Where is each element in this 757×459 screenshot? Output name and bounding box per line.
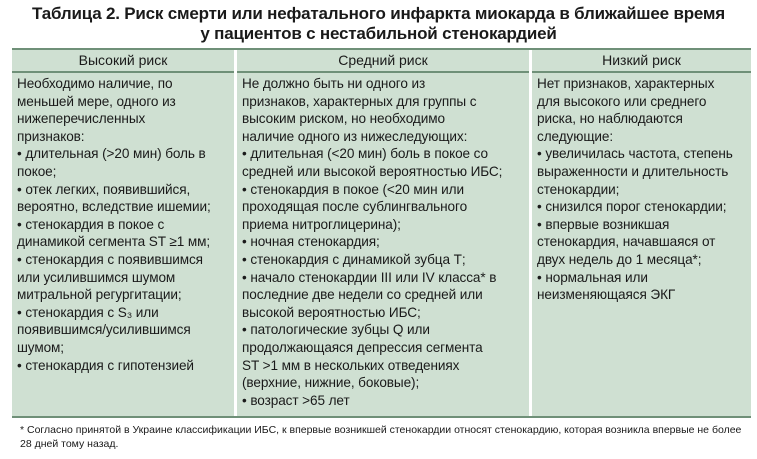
cell-text-line: средней или высокой вероятностью ИБС;: [242, 163, 503, 179]
cell-text-line: или усилившимся шумом: [17, 269, 176, 285]
cell-text-line: шумом;: [17, 339, 64, 355]
cell-text-line: • отек легких, появившийся,: [17, 181, 191, 197]
table-title-line-1: Таблица 2. Риск смерти или нефатального инфаркта миокарда в ближайшее время: [32, 4, 725, 23]
cell-text-line: двух недель до 1 месяца*;: [537, 251, 702, 267]
cell-text-line: меньшей мере, одного из: [17, 93, 176, 109]
cell-text-line: стенокардии;: [537, 181, 620, 197]
column-body-medium-risk: [237, 73, 529, 409]
cell-text-line: стенокардия, начавшаяся от: [537, 234, 716, 250]
cell-text-line: риска, но наблюдаются: [537, 111, 683, 127]
column-header-low-risk: Низкий риск: [532, 50, 751, 73]
cell-text-line: последние две недели со средней или: [242, 287, 483, 303]
cell-text-line: Не должно быть ни одного из: [242, 76, 426, 91]
column-header-medium-risk: Средний риск: [237, 50, 529, 73]
cell-text-line: для высокого или среднего: [537, 93, 707, 109]
cell-text-line: • увеличилась частота, степень: [537, 146, 733, 162]
table-title: [0, 4, 757, 44]
cell-text-line: • впервые возникшая: [537, 216, 670, 232]
cell-text-line: следующие:: [537, 128, 614, 144]
cell-text-line: высокой вероятностью ИБС;: [242, 304, 421, 320]
cell-text-line: • ночная стенокардия;: [242, 234, 380, 250]
column-body-low-risk: [532, 73, 751, 304]
cell-text-line: появившимся/усилившимся: [17, 322, 191, 338]
cell-text-line: (верхние, нижние, боковые);: [242, 375, 420, 391]
cell-text-line: • стенокардия в покое с: [17, 216, 165, 232]
cell-text-line: • стенокардия в покое (<20 мин или: [242, 181, 464, 197]
cell-text-line: неизменяющаяся ЭКГ: [537, 287, 676, 303]
cell-text-line: • длительная (>20 мин) боль в: [17, 146, 206, 162]
cell-text-line: нижеперечисленных: [17, 111, 146, 127]
cell-text-line: • патологические зубцы Q или: [242, 322, 430, 338]
column-medium-risk: [237, 50, 529, 416]
table-footnote: [20, 423, 750, 451]
table-title-line-2: у пациентов с нестабильной стенокардией: [200, 24, 557, 43]
cell-text-line: покое;: [17, 163, 57, 179]
cell-text-line: Необходимо наличие, по: [17, 76, 173, 91]
cell-text-line: • снизился порог стенокардии;: [537, 199, 727, 215]
cell-text-line: динамикой сегмента ST ≥1 мм;: [17, 234, 211, 250]
cell-text-line: ST >1 мм в нескольких отведениях: [242, 357, 460, 373]
footnote-line-1: * Согласно принятой в Украине классификации ИБС, к впервые возникшей стенокардии относят стенокардию, которая возникла впервые не более: [20, 424, 742, 436]
cell-text-line: высоким риском, но необходимо: [242, 111, 445, 127]
risk-table: [12, 48, 751, 418]
cell-text-line: • начало стенокардии III или IV класса* в: [242, 269, 497, 285]
cell-text-line: • нормальная или: [537, 269, 648, 285]
cell-text-line: • возраст >65 лет: [242, 392, 350, 408]
cell-text-line: митральной регургитации;: [17, 287, 182, 303]
cell-text-line: • длительная (<20 мин) боль в покое со: [242, 146, 488, 162]
cell-text-line: • стенокардия с динамикой зубца Т;: [242, 251, 466, 267]
column-body-high-risk: [12, 73, 234, 374]
column-high-risk: [12, 50, 234, 416]
cell-text-line: приема нитроглицерина);: [242, 216, 401, 232]
cell-text-line: проходящая после сублингвального: [242, 199, 468, 215]
cell-text-line: выраженности и длительность: [537, 163, 729, 179]
cell-text-line: признаков:: [17, 128, 85, 144]
footnote-line-2: 28 дней тому назад.: [20, 438, 119, 450]
cell-text-line: Нет признаков, характерных: [537, 76, 715, 91]
cell-text-line: • стенокардия с появившимся: [17, 251, 203, 267]
cell-text-line: наличие одного из нижеследующих:: [242, 128, 468, 144]
cell-text-line: признаков, характерных для группы с: [242, 93, 477, 109]
cell-text-line: • стенокардия с гипотензией: [17, 357, 194, 373]
cell-text-line: • стенокардия с S₃ или: [17, 304, 159, 320]
column-low-risk: [532, 50, 751, 416]
cell-text-line: продолжающаяся депрессия сегмента: [242, 339, 483, 355]
column-header-high-risk: Высокий риск: [12, 50, 234, 73]
cell-text-line: вероятно, вследствие ишемии;: [17, 199, 211, 215]
